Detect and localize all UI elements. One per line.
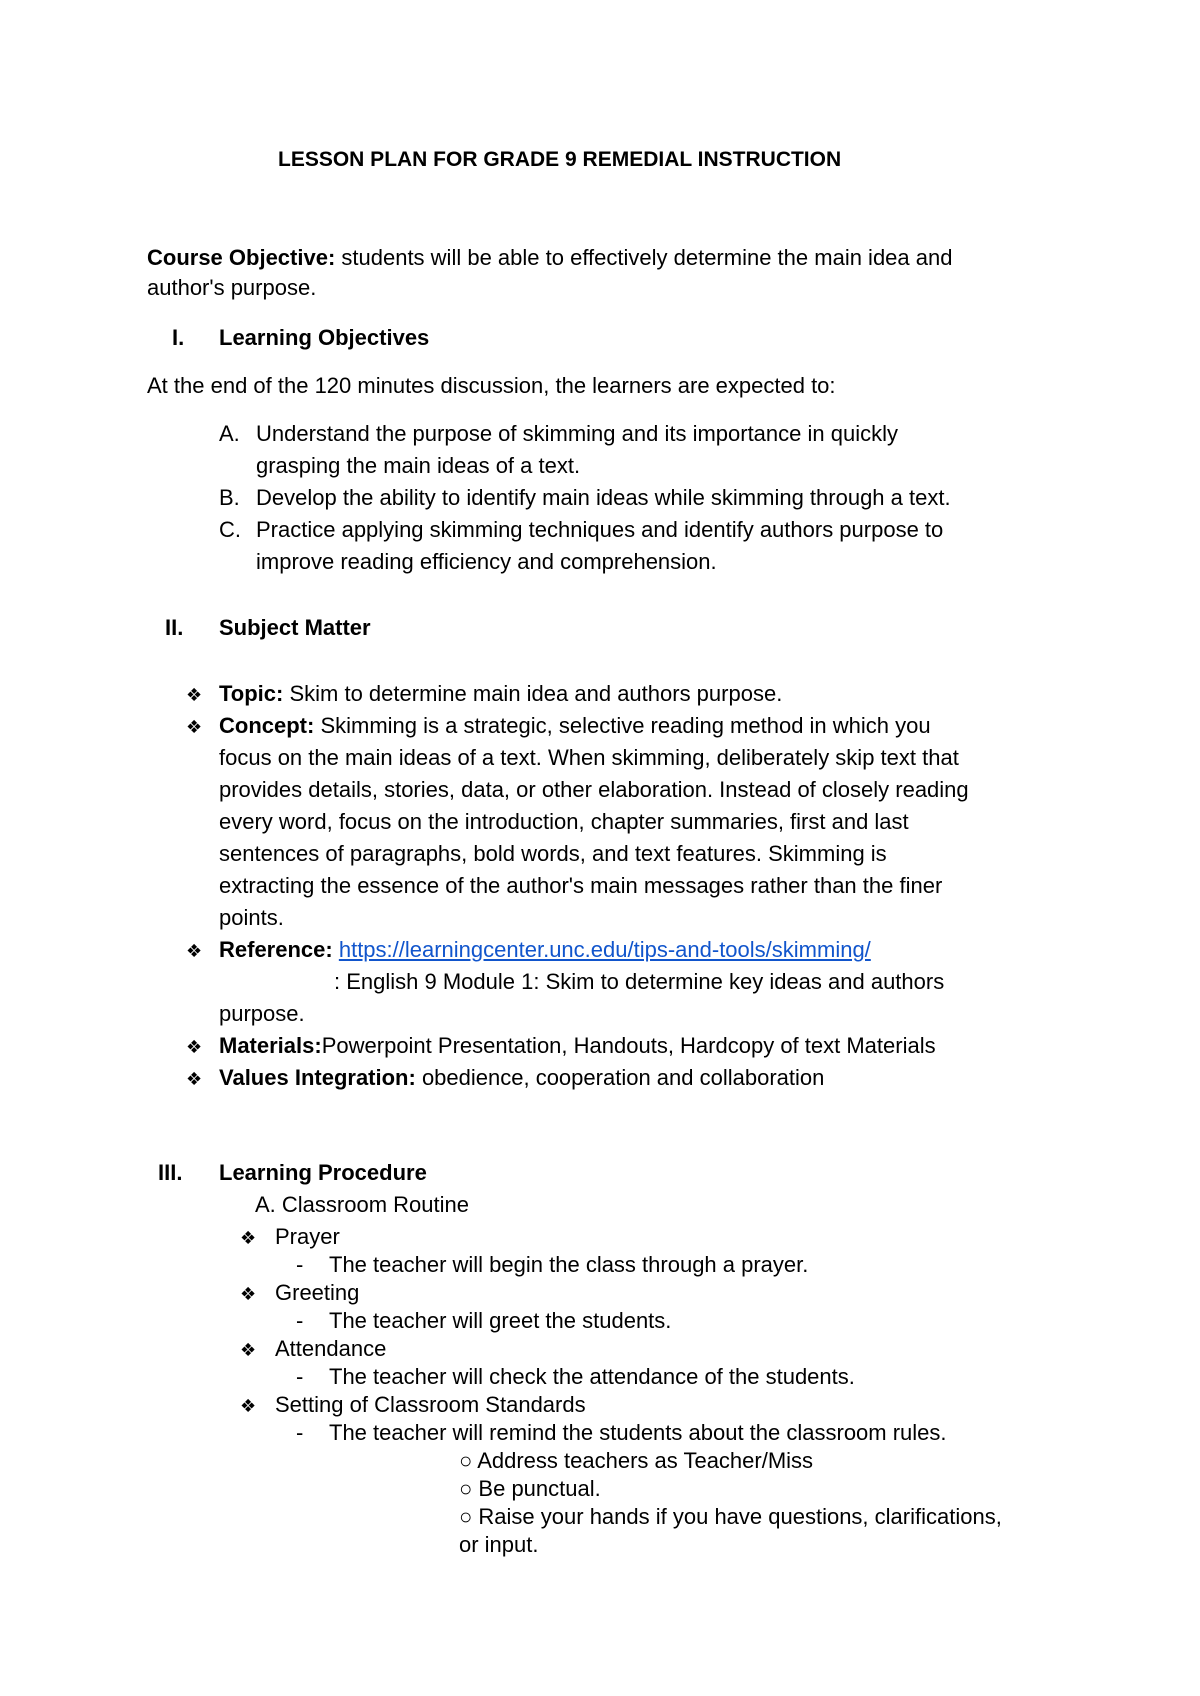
rule-item: ○ Be punctual. [459, 1476, 601, 1501]
routine-greeting: Greeting [275, 1280, 360, 1305]
topic-line [219, 678, 782, 710]
course-objective-line2: author's purpose. [147, 275, 317, 300]
objective-b-line1: Develop the ability to identify main ideas while skimming through a text. [256, 485, 951, 510]
reference-line3: purpose. [219, 1001, 305, 1026]
section2-heading: Subject Matter [219, 615, 371, 640]
dash: - [296, 1252, 304, 1277]
concept-line1: Concept: Skimming is a strategic, selective reading method in which you [219, 713, 931, 738]
values-text: obedience, cooperation and collaboration [415, 1065, 825, 1090]
course-objective-text: students will be able to effectively determine the main idea and [335, 245, 953, 270]
materials-bullet [186, 1030, 208, 1063]
rule-item-continued: or input. [459, 1532, 539, 1557]
objective-a-line1: Understand the purpose of skimming and its importance in quickly [256, 421, 898, 446]
section1-intro: At the end of the 120 minutes discussion, the learners are expected to: [147, 373, 836, 398]
circle-bullet-icon: ○ [459, 1448, 473, 1473]
routine-prayer-detail: The teacher will begin the class through a prayer. [329, 1252, 809, 1277]
section2-number: II. [165, 615, 184, 640]
routine-standards: Setting of Classroom Standards [275, 1392, 586, 1417]
rule-item: ○ Address teachers as Teacher/Miss [459, 1448, 814, 1473]
objective-c-letter: C. [219, 517, 241, 542]
diamond-bullet-icon: ❖ [186, 685, 203, 705]
materials-label: Materials: [219, 1033, 322, 1058]
attendance-bullet [240, 1333, 262, 1366]
diamond-bullet-icon: ❖ [186, 1037, 203, 1057]
section3-heading: Learning Procedure [219, 1160, 427, 1185]
prayer-bullet [240, 1221, 262, 1254]
routine-standards-detail: The teacher will remind the students about the classroom rules. [329, 1420, 947, 1445]
diamond-bullet-icon: ❖ [240, 1340, 257, 1360]
diamond-bullet-icon: ❖ [240, 1284, 257, 1304]
objective-b-letter: B. [219, 485, 240, 510]
concept-line2: focus on the main ideas of a text. When skimming, deliberately skip text that [219, 745, 959, 770]
section3-number: III. [158, 1160, 183, 1185]
circle-bullet-icon: ○ [459, 1476, 473, 1501]
objective-c-line2: improve reading efficiency and comprehension. [256, 549, 717, 574]
course-objective-line1 [147, 242, 952, 274]
reference-bullet [186, 934, 208, 967]
reference-link[interactable]: https://learningcenter.unc.edu/tips-and-tools/skimming/ [338, 937, 871, 962]
diamond-bullet-icon: ❖ [186, 717, 203, 737]
objective-c-line1: Practice applying skimming techniques and identify authors purpose to [256, 517, 944, 542]
values-bullet [186, 1062, 208, 1095]
circle-bullet-icon: ○ [459, 1504, 473, 1529]
dash: - [296, 1420, 304, 1445]
values-label: Values Integration: [219, 1065, 416, 1090]
concept-line4: every word, focus on the introduction, chapter summaries, first and last [219, 809, 909, 834]
materials-text: Powerpoint Presentation, Handouts, Hardcopy of text Materials [321, 1033, 936, 1058]
diamond-bullet-icon: ❖ [186, 1069, 203, 1089]
reference-line2: : English 9 Module 1: Skim to determine key ideas and authors [334, 969, 945, 994]
routine-attendance: Attendance [275, 1336, 387, 1361]
reference-line1 [219, 934, 871, 966]
materials-line [219, 1030, 936, 1062]
routine-attendance-detail: The teacher will check the attendance of the students. [329, 1364, 855, 1389]
page-title: LESSON PLAN FOR GRADE 9 REMEDIAL INSTRUCTION [278, 148, 842, 171]
topic-bullet [186, 678, 208, 711]
concept-line7: points. [219, 905, 284, 930]
concept-line3: provides details, stories, data, or other elaboration. Instead of closely reading [219, 777, 969, 802]
concept-bullet [186, 710, 208, 743]
values-line [219, 1062, 824, 1094]
standards-bullet [240, 1389, 262, 1422]
concept-line5: sentences of paragraphs, bold words, and text features. Skimming is [219, 841, 887, 866]
reference-label: Reference: [219, 937, 333, 962]
course-objective-label: Course Objective: [147, 245, 336, 270]
diamond-bullet-icon: ❖ [240, 1228, 257, 1248]
rule-item: ○ Raise your hands if you have questions, clarifications, [459, 1504, 1002, 1529]
section1-number: I. [172, 325, 185, 350]
topic-label: Topic: [219, 681, 284, 706]
objective-a-letter: A. [219, 421, 240, 446]
concept-label: Concept: [219, 713, 315, 738]
routine-greeting-detail: The teacher will greet the students. [329, 1308, 672, 1333]
diamond-bullet-icon: ❖ [186, 941, 203, 961]
classroom-routine-heading: A. Classroom Routine [255, 1192, 469, 1217]
objective-a-line2: grasping the main ideas of a text. [256, 453, 581, 478]
topic-text: Skim to determine main idea and authors purpose. [283, 681, 783, 706]
concept-line6: extracting the essence of the author's main messages rather than the finer [219, 873, 943, 898]
routine-prayer: Prayer [275, 1224, 340, 1249]
section1-heading: Learning Objectives [219, 325, 430, 350]
dash: - [296, 1364, 304, 1389]
greeting-bullet [240, 1277, 262, 1310]
dash: - [296, 1308, 304, 1333]
diamond-bullet-icon: ❖ [240, 1396, 257, 1416]
